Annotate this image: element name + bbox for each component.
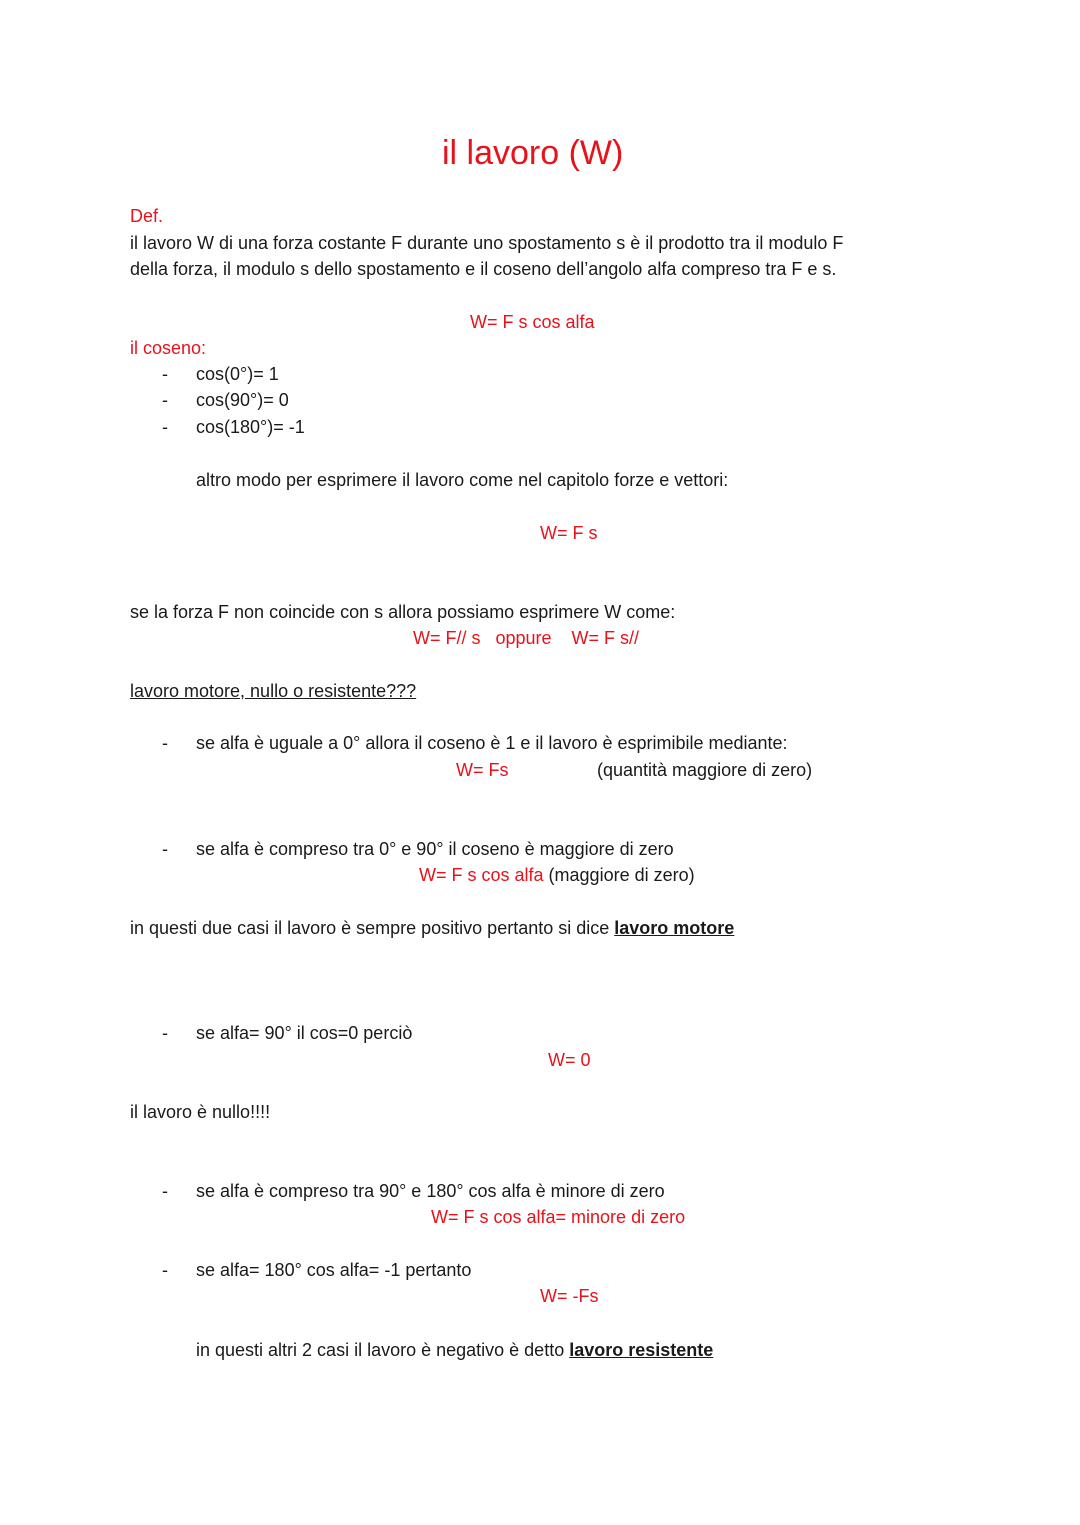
resistente-term: lavoro resistente xyxy=(569,1340,714,1360)
alt-text: altro modo per esprimere il lavoro come nel capitolo forze e vettori: xyxy=(196,470,729,490)
motore-term: lavoro motore xyxy=(614,918,735,938)
coseno-item: cos(90°)= 0 xyxy=(196,390,289,410)
case2-formula: W= F s cos alfa xyxy=(419,865,544,885)
case4-formula: W= F s cos alfa= minore di zero xyxy=(431,1207,686,1227)
alt-formula: W= F s xyxy=(540,523,598,543)
case2-note: (maggiore di zero) xyxy=(543,865,695,885)
resistente-line xyxy=(196,1339,713,1361)
case5-formula: W= -Fs xyxy=(540,1286,599,1306)
bullet-dash: - xyxy=(162,390,168,410)
non-coincide-formula: W= F// s oppure W= F s// xyxy=(413,628,640,648)
case2-text: se alfa è compreso tra 0° e 90° il coseno è maggiore di zero xyxy=(196,839,674,859)
bullet-dash: - xyxy=(162,1023,168,1043)
case3-formula: W= 0 xyxy=(548,1050,591,1070)
case1-note: (quantità maggiore di zero) xyxy=(597,760,813,780)
non-coincide-text: se la forza F non coincide con s allora possiamo esprimere W come: xyxy=(130,602,676,622)
bullet-dash: - xyxy=(162,733,168,753)
case4-text: se alfa è compreso tra 90° e 180° cos alfa è minore di zero xyxy=(196,1181,665,1201)
case5-text: se alfa= 180° cos alfa= -1 pertanto xyxy=(196,1260,472,1280)
case3-text: se alfa= 90° il cos=0 perciò xyxy=(196,1023,413,1043)
section-heading: lavoro motore, nullo o resistente??? xyxy=(130,681,417,701)
case2-formula-line xyxy=(419,864,695,886)
motore-line xyxy=(130,917,734,939)
bullet-dash: - xyxy=(162,839,168,859)
coseno-label: il coseno: xyxy=(130,338,207,358)
bullet-dash: - xyxy=(162,417,168,437)
bullet-dash: - xyxy=(162,364,168,384)
motore-text: in questi due casi il lavoro è sempre positivo pertanto si dice xyxy=(130,918,615,938)
case1-formula: W= Fs xyxy=(456,760,509,780)
definition-label: Def. xyxy=(130,206,164,226)
definition-line-2: della forza, il modulo s dello spostamento e il coseno dell’angolo alfa compreso tra F e s. xyxy=(130,259,837,279)
coseno-item: cos(0°)= 1 xyxy=(196,364,279,384)
bullet-dash: - xyxy=(162,1260,168,1280)
resistente-text: in questi altri 2 casi il lavoro è negativo è detto xyxy=(196,1340,570,1360)
case1-text: se alfa è uguale a 0° allora il coseno è 1 e il lavoro è esprimibile mediante: xyxy=(196,733,788,753)
formula-main: W= F s cos alfa xyxy=(470,312,595,332)
definition-line-1: il lavoro W di una forza costante F durante uno spostamento s è il prodotto tra il modulo F xyxy=(130,233,844,253)
page-title: il lavoro (W) xyxy=(442,134,624,172)
bullet-dash: - xyxy=(162,1181,168,1201)
nullo-text: il lavoro è nullo!!!! xyxy=(130,1102,271,1122)
coseno-item: cos(180°)= -1 xyxy=(196,417,305,437)
